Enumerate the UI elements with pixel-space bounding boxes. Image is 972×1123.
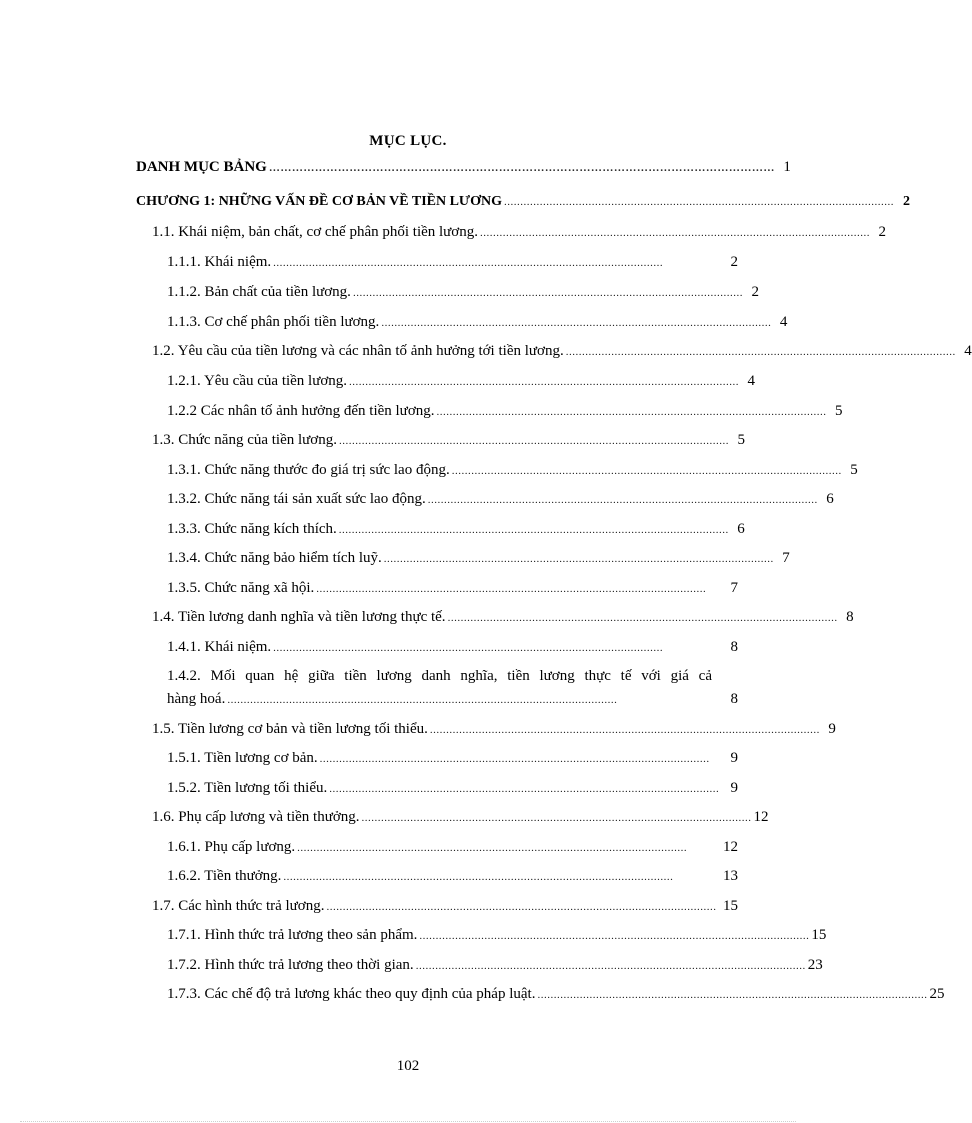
toc-page-number: 4 [779, 314, 788, 330]
toc-entry-label: CHƯƠNG 1: NHỮNG VẤN ĐỀ CƠ BẢN VỀ TIỀN LƯƠNG [136, 194, 502, 209]
toc-page-number: 8 [730, 691, 738, 707]
toc-leader: ........................................................................................................................ [383, 553, 774, 565]
toc-entry-label: 1.7. Các hình thức trả lương. [152, 898, 325, 914]
toc-entry-1-6-2[interactable] [167, 867, 738, 886]
toc-entry-label: 1.7.1. Hình thức trả lương theo sản phẩm. [167, 927, 418, 943]
toc-entry-label: 1.3.2. Chức năng tái sản xuất sức lao động. [167, 491, 426, 507]
toc-entry-label: 1.6.1. Phụ cấp lương. [167, 839, 296, 855]
toc-entry-1-4-2-line2[interactable] [167, 690, 738, 709]
toc-leader: ........................................................................................................................ [273, 642, 664, 654]
toc-entry-1-4-2-line1[interactable]: 1.4.2. Mối quan hệ giữa tiền lương danh nghĩa, tiền lương thực tế với giá cả [167, 668, 712, 684]
toc-entry-1-3-4[interactable] [167, 549, 790, 568]
page-bottom-divider [20, 1121, 796, 1122]
toc-entry-label: 1.1.3. Cơ chế phân phối tiền lương. [167, 314, 380, 330]
toc-entry-1-6-1[interactable] [167, 838, 738, 857]
toc-entry-1-2[interactable] [152, 342, 972, 361]
toc-entry-label: 1.5.2. Tiền lương tối thiểu. [167, 780, 328, 796]
toc-entry-1-5-2[interactable] [167, 779, 738, 798]
toc-page-number: 9 [730, 750, 738, 766]
toc-leader: ........................................................................................................................ [316, 583, 707, 595]
toc-page-number: 5 [737, 432, 745, 448]
toc-entry-label: 1.3.4. Chức năng bảo hiểm tích luỹ. [167, 550, 382, 566]
toc-page-number: 15 [811, 927, 827, 943]
toc-entry-label: 1.1.1. Khái niệm. [167, 254, 272, 270]
toc-entry-1-3-5[interactable] [167, 579, 738, 598]
toc-leader: ........................................................................................................................ [427, 494, 818, 506]
toc-leader: ........................................................................................................................ [381, 317, 772, 329]
toc-entry-label: 1.7.3. Các chế độ trả lương khác theo quy định của pháp luật. [167, 986, 536, 1002]
toc-entry-label: 1.3. Chức năng của tiền lương. [152, 432, 337, 448]
toc-entry-chapter-1[interactable] [136, 193, 910, 211]
page-title: MỤC LỤC. [369, 133, 447, 149]
toc-entry-1-3-2[interactable] [167, 490, 834, 509]
toc-leader: ........................................................................................................................ [319, 753, 710, 765]
toc-page-number: 2 [878, 224, 886, 240]
toc-page-number: 23 [807, 957, 823, 973]
toc-leader: ........................................................................................................................ [419, 930, 810, 942]
toc-entry-label: 1.7.2. Hình thức trả lương theo thời gian. [167, 957, 414, 973]
toc-leader: ........................................................................................................................ [273, 257, 664, 269]
toc-entry-label: 1.4.1. Khái niệm. [167, 639, 272, 655]
toc-entry-1-1[interactable] [152, 223, 886, 242]
toc-leader: ........................................................................................................................ [349, 376, 740, 388]
toc-page-number: 15 [723, 898, 738, 914]
toc-page-number: 12 [723, 839, 738, 855]
toc-page-number: 9 [828, 721, 836, 737]
toc-page-number: 4 [747, 373, 756, 389]
toc-leader: ........................................................................................................................ [447, 612, 838, 624]
toc-page-number: 2 [751, 284, 759, 300]
toc-leader: ........................................................................................................................ [339, 435, 729, 447]
toc-entry-1-1-3[interactable] [167, 313, 788, 332]
toc-leader: ........................................................................................................................ [429, 724, 820, 736]
toc-entry-1-5[interactable] [152, 720, 836, 739]
toc-page-number: 6 [737, 521, 745, 537]
toc-leader: ........................................................................................................................ [537, 989, 928, 1001]
toc-entry-1-3-3[interactable] [167, 520, 745, 539]
toc-page-number: 25 [929, 986, 945, 1002]
toc-leader: ........................................................................................................................ [451, 465, 842, 477]
toc-leader: ........................................................................................................................ [352, 287, 743, 299]
toc-page-number: 9 [730, 780, 738, 796]
toc-entry-label: DANH MỤC BẢNG [136, 159, 267, 175]
toc-entry-1-2-2[interactable] [167, 402, 843, 421]
page-footer-number: 102 [396, 1058, 420, 1074]
toc-leader: ........................................................................................................................ [338, 524, 729, 536]
toc-leader: ........................................................................................................................ [227, 694, 618, 706]
toc-entry-label: hàng hoá. [167, 691, 226, 707]
toc-leader: ........................................................................................................................ [326, 901, 717, 913]
toc-leader: ........................................................................................................................ [565, 346, 956, 358]
toc-page-number: 6 [826, 491, 834, 507]
toc-leader: ........................................................................................................................ [283, 871, 674, 883]
toc-page-number: 8 [846, 609, 854, 625]
toc-entry-1-4[interactable] [152, 608, 854, 627]
toc-entry-label: 1.6. Phụ cấp lương và tiền thưởng. [152, 809, 360, 825]
toc-page-number: 7 [730, 580, 738, 596]
toc-page-number: 5 [850, 462, 858, 478]
toc-entry-1-1-2[interactable] [167, 283, 759, 302]
toc-leader: ........................................................................................................................ [503, 196, 894, 208]
toc-entry-1-7-2[interactable] [167, 956, 823, 975]
toc-page-number: 2 [730, 254, 738, 270]
toc-entry-label: 1.4. Tiền lương danh nghĩa và tiền lương thực tế. [152, 609, 446, 625]
toc-entry-label: 1.5. Tiền lương cơ bản và tiền lương tối thiểu. [152, 721, 428, 737]
toc-entry-list-of-tables[interactable] [136, 158, 791, 177]
toc-entry-label: 1.6.2. Tiền thưởng. [167, 868, 282, 884]
toc-entry-label: 1.1.2. Bản chất của tiền lương. [167, 284, 351, 300]
toc-entry-1-3[interactable] [152, 431, 745, 450]
toc-entry-1-7-3[interactable] [167, 985, 945, 1004]
toc-leader: ........................................................................................................................ [297, 842, 688, 854]
toc-page-number: 8 [730, 639, 738, 655]
toc-entry-1-6[interactable] [152, 808, 769, 827]
toc-entry-label: 1.3.5. Chức năng xã hội. [167, 580, 315, 596]
toc-leader: ........................................................................................................................ [329, 783, 720, 795]
toc-entry-1-3-1[interactable] [167, 461, 858, 480]
toc-entry-1-7[interactable] [152, 897, 738, 916]
toc-entry-1-7-1[interactable] [167, 926, 827, 945]
toc-page-number: 1 [783, 159, 791, 175]
toc-leader: ........................................................................................................................ [361, 812, 752, 824]
toc-entry-label: 1.1. Khái niệm, bản chất, cơ chế phân phối tiền lương. [152, 224, 478, 240]
toc-entry-1-2-1[interactable] [167, 372, 756, 391]
toc-page-number: 12 [753, 809, 769, 825]
toc-page-number: 5 [835, 403, 843, 419]
toc-entry-label: 1.5.1. Tiền lương cơ bản. [167, 750, 318, 766]
toc-page-number: 7 [782, 550, 790, 566]
toc-page-number: 4 [964, 343, 972, 359]
toc-page-number: 13 [723, 868, 738, 884]
toc-leader: ........................................................................................................................ [436, 406, 827, 418]
toc-leader: ........................................................................................................................ [415, 960, 806, 972]
toc-entry-1-1-1[interactable] [167, 253, 738, 272]
toc-leader: …………………………………………………………………………………………………………………… [268, 162, 775, 174]
toc-leader: ........................................................................................................................ [480, 227, 870, 239]
toc-entry-label: 1.2. Yêu cầu của tiền lương và các nhân tố ảnh hưởng tới tiền lương. [152, 343, 564, 359]
toc-entry-label: 1.2.2 Các nhân tố ảnh hưởng đến tiền lương. [167, 403, 435, 419]
toc-entry-1-5-1[interactable] [167, 749, 738, 768]
toc-entry-label: 1.3.1. Chức năng thước đo giá trị sức lao động. [167, 462, 450, 478]
toc-entry-1-4-1[interactable] [167, 638, 738, 657]
toc-entry-label: 1.3.3. Chức năng kích thích. [167, 521, 337, 537]
toc-entry-label: 1.2.1. Yêu cầu của tiền lương. [167, 373, 348, 389]
toc-page-number: 2 [902, 194, 910, 209]
